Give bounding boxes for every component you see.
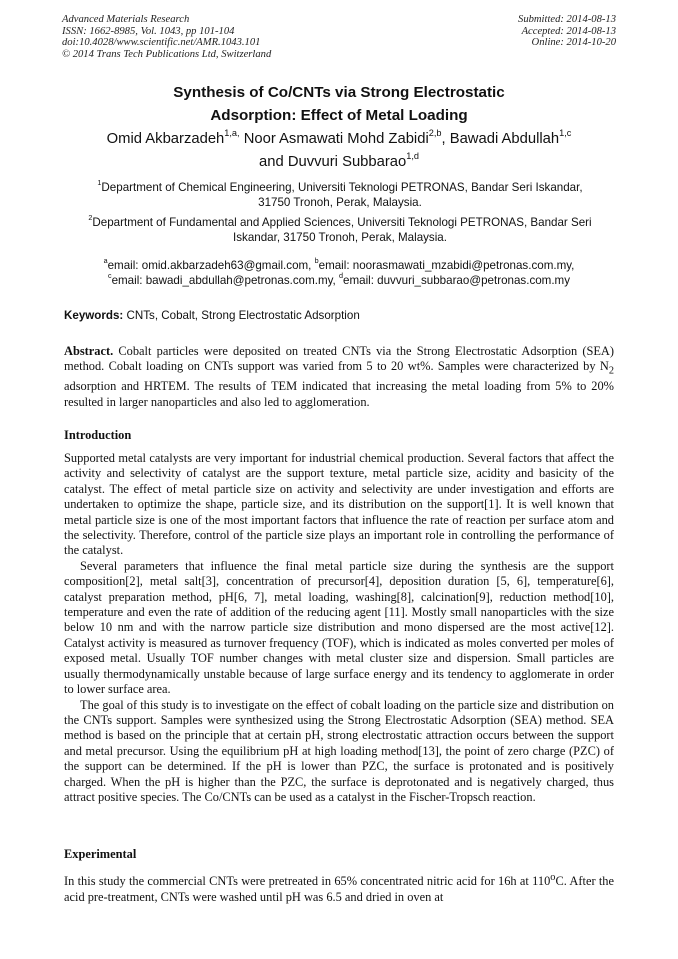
keywords-text: CNTs, Cobalt, Strong Electrostatic Adsorption xyxy=(123,309,360,322)
title-line-2: Adsorption: Effect of Metal Loading xyxy=(210,107,468,124)
affiliation-2 xyxy=(60,215,620,246)
keywords xyxy=(64,308,614,323)
author-emails xyxy=(40,258,638,289)
introduction-section xyxy=(64,451,614,805)
email-text: email: omid.akbarzadeh63@gmail.com, xyxy=(107,259,315,272)
email-mark: c xyxy=(107,271,112,281)
affiliation-mark: 1 xyxy=(97,178,102,188)
affiliation-text: Department of Fundamental and Applied Sciences, Universiti Teknologi PETRONAS, Bandar Seri xyxy=(92,216,592,229)
author-name: Duvvuri Subbarao xyxy=(287,154,407,170)
keywords-label: Keywords: xyxy=(64,309,124,322)
degree-superscript: o xyxy=(550,872,556,883)
submitted-date: Submitted: 2014-08-13 xyxy=(518,14,616,25)
abstract-text: adsorption and HRTEM. The results of TEM indicated that increasing the metal loading from 5% to 20% resulted in larger nanoparticles and also led to agglomeration. xyxy=(64,379,614,409)
abstract-text: Cobalt particles were deposited on treated CNTs via the Strong Electrostatic Adsorption (SEA) method. Cobalt loading on CNTs support was varied from 5 to 20 wt%. Samples were characterized by N xyxy=(64,344,614,374)
accepted-date: Accepted: 2014-08-13 xyxy=(521,25,616,37)
paragraph: Several parameters that influence the final metal particle size during the synthesis are the support composition[2], metal salt[3], concentration of precursor[4], deposition duration [5, 6], temperature[6], catalyst preparation method, pH[6, 7], metal loading, washing[8], calcination[9], reduction method[10], temperature and even the rate of addition of the reducing agent [11]. Mostly small nanoparticles with the size below 10 nm and with the narrow particle size distribution and mono dispersed are the most active[12]. Catalyst activity is measured as turnover frequency (TOF), which is indicated as moles converted per moles of exposed metal. Usually TOF number changes with metal cluster size and dispersion. Small particles are usually thermodynamically unstable because of large surface energy and its tendency to agglomerate in order to lower surface area. xyxy=(64,558,614,697)
copyright-line: © 2014 Trans Tech Publications Ltd, Switzerland xyxy=(62,48,272,60)
email-mark: d xyxy=(339,271,344,281)
abstract-subscript: 2 xyxy=(608,365,614,377)
author-name: Bawadi Abdullah xyxy=(449,131,560,147)
author-affiliation-mark: 2,b xyxy=(428,127,442,138)
email-text: email: bawadi_abdullah@petronas.com.my, xyxy=(111,274,340,288)
section-heading-experimental: Experimental xyxy=(64,847,137,861)
abstract-label: Abstract. xyxy=(64,344,114,358)
author-affiliation-mark: 1,d xyxy=(406,150,419,161)
email-mark: a xyxy=(103,256,108,266)
author-list: Omid Akbarzadeh$^{1,a,}$ Noor Asmawati Mohd Zabidi$^{2,b}$, Bawadi Abdullah$^{1,c}$ and Duvvuri Subbarao$^{1,d}$ xyxy=(106,127,572,170)
journal-info xyxy=(62,14,271,60)
dates-info xyxy=(518,14,616,49)
author-name: Noor Asmawati Mohd Zabidi xyxy=(243,131,429,147)
online-date: Online: 2014-10-20 xyxy=(531,37,616,49)
author-affiliation-mark: 1,a, xyxy=(224,127,240,138)
doi-line: doi:10.4028/www.scientific.net/AMR.1043.101 xyxy=(62,37,261,49)
paragraph-text: C. After the acid pre-treatment, CNTs were washed until pH was 6.5 and dried in oven at xyxy=(64,874,615,904)
paragraph: The goal of this study is to investigate on the effect of cobalt loading on the particle size and distribution on the CNTs support. Samples were synthesized using the Strong Electrostatic Adsorption (SEA) method. SEA method is based on the principle that at certain pH, strong electrostatic attraction occurs between the support and metal precursor. Using the equilibrium pH at high loading method[13], the point of zero charge (PZC) of the support can be determined. If the pH is lower than PZC, the surface is protonated and is positively charged. When the pH is higher than the PZC, the surface is deprotonated and is negatively charged, thus attract positive species. The Co/CNTs can be used as a catalyst in the Fischer-Tropsch reaction. xyxy=(64,697,614,804)
journal-name: Advanced Materials Research xyxy=(62,14,190,25)
email-text: email: duvvuri_subbarao@petronas.com.my xyxy=(343,274,571,288)
issn-line: ISSN: 1662-8985, Vol. 1043, pp 101-104 xyxy=(62,25,235,37)
paragraph: Supported metal catalysts are very important for industrial chemical production. Several factors that affect the activity and selectivity of catalyst are the support texture, metal particle size, acidity and basicity of the catalyst. The effect of metal particle size on activity and selectivity are under investigation and efforts are undertaken to optimize the shape, particle size, and its distribution on the support[1]. It is well known that metal particle size is one of the most important factors that influence the rate of reaction per surface atom and the selectivity. Therefore, control of the particle size plays an important role in controlling the performance of the catalyst. xyxy=(64,451,614,558)
email-text: email: noorasmawati_mzabidi@petronas.com.my, xyxy=(318,259,575,272)
title-line-1: Synthesis of Co/CNTs via Strong Electrostatic xyxy=(173,84,505,101)
affiliation-text: 31750 Tronoh, Perak, Malaysia. xyxy=(258,196,422,210)
affiliation-text: Iskandar, 31750 Tronoh, Perak, Malaysia. xyxy=(233,231,447,245)
section-heading-introduction: Introduction xyxy=(64,428,132,442)
paper-title xyxy=(40,81,638,127)
email-mark: b xyxy=(314,256,319,266)
author-name: Omid Akbarzadeh xyxy=(106,131,225,147)
abstract xyxy=(64,344,614,410)
affiliation-1 xyxy=(60,180,620,211)
experimental-section xyxy=(64,870,614,905)
paragraph-text: In this study the commercial CNTs were pretreated in 65% concentrated nitric acid for 16h at 110 xyxy=(64,874,551,889)
affiliation-mark: 2 xyxy=(88,213,93,223)
affiliation-text: Department of Chemical Engineering, Universiti Teknologi PETRONAS, Bandar Seri Iskandar, xyxy=(101,181,583,194)
author-affiliation-mark: 1,c xyxy=(559,127,572,138)
